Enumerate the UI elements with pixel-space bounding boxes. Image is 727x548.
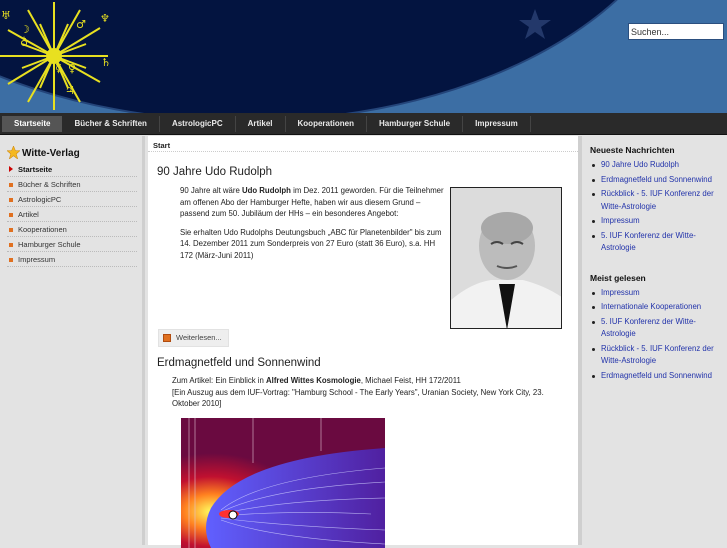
main-nav — [0, 113, 727, 135]
portrait-photo — [450, 187, 562, 329]
sidebar-item-label: Startseite — [18, 165, 53, 174]
most-read-title: Meist gelesen — [590, 272, 646, 283]
active-arrow-icon — [9, 166, 13, 172]
latest-news-link[interactable]: Impressum — [590, 215, 725, 228]
svg-text:♃: ♃ — [65, 84, 75, 97]
sidebar-item-hamburger-schule[interactable] — [7, 237, 137, 252]
svg-text:♆: ♆ — [100, 12, 110, 25]
latest-news-link[interactable]: 5. IUF Konferenz der Witte-Astrologie — [590, 230, 725, 255]
nav-startseite[interactable]: Startseite — [2, 116, 62, 132]
most-read-link[interactable]: Internationale Kooperationen — [590, 301, 725, 314]
magnetosphere-image — [181, 418, 385, 548]
sidebar-item-astrologicpc[interactable] — [7, 192, 137, 207]
site-header — [0, 0, 727, 113]
sidebar-item-artikel[interactable] — [7, 207, 137, 222]
nav-impressum[interactable]: Impressum — [463, 116, 531, 132]
left-sidebar — [0, 136, 145, 545]
article-paragraph: Zum Artikel: Ein Einblick in Alfred Wittes Kosmologie, Michael Feist, HH 172/2011 [Ein Auszug aus dem IUF-Vortrag: "Hamburg School - The Early Years", Uranian Society, New York City, 23. Oktober 2010] — [172, 376, 544, 408]
bullet-icon — [9, 243, 13, 247]
readmore-button[interactable] — [158, 329, 229, 347]
search-input[interactable] — [628, 23, 724, 40]
sidebar-item-impressum[interactable] — [7, 252, 137, 267]
main-content — [148, 136, 582, 545]
sidebar-item-kooperationen[interactable] — [7, 222, 137, 237]
svg-text:♂: ♂ — [76, 18, 86, 31]
article-title-udo-rudolph[interactable]: 90 Jahre Udo Rudolph — [157, 166, 273, 178]
sidebar-item-label: Artikel — [18, 210, 39, 219]
svg-text:♀: ♀ — [68, 62, 77, 75]
right-sidebar — [586, 136, 727, 545]
sidebar-item-label: AstrologicPC — [18, 195, 62, 204]
nav-buecher-schriften[interactable]: Bücher & Schriften — [62, 116, 159, 132]
astrology-logo-icon[interactable] — [0, 0, 130, 112]
article-paragraph: 90 Jahre alt wäre Udo Rudolph im Dez. 2011 geworden. Für die Teilnehmer am offenen Abo der Hamburger Hefte, haben wir aus diesem Grund – passend zum 50. Jubiläum der HHs – ein besonderes Angebot: — [180, 186, 444, 218]
sidebar-item-buecher-schriften[interactable] — [7, 177, 137, 192]
nav-hamburger-schule[interactable]: Hamburger Schule — [367, 116, 463, 132]
svg-text:♁: ♁ — [20, 36, 29, 49]
bullet-icon — [9, 213, 13, 217]
decorative-star-icon — [518, 8, 552, 40]
sidebar-title-text: Witte-Verlag — [22, 148, 80, 159]
sidebar-item-label: Impressum — [18, 255, 56, 264]
svg-text:☽: ☽ — [20, 23, 30, 36]
nav-kooperationen[interactable]: Kooperationen — [286, 116, 367, 132]
most-read-link[interactable]: Rückblick - 5. IUF Konferenz der Witte-Astrologie — [590, 343, 725, 368]
sidebar-item-startseite[interactable] — [7, 162, 137, 177]
svg-text:♅: ♅ — [1, 9, 11, 22]
most-read-list — [590, 287, 727, 383]
most-read-link[interactable]: Erdmagnetfeld und Sonnenwind — [590, 370, 725, 383]
sidebar-item-label: Bücher & Schriften — [18, 180, 81, 189]
sidebar-menu — [7, 162, 137, 267]
most-read-link[interactable]: Impressum — [590, 287, 725, 300]
latest-news-link[interactable]: Rückblick - 5. IUF Konferenz der Witte-Astrologie — [590, 188, 725, 213]
bullet-icon — [9, 198, 13, 202]
readmore-icon — [163, 334, 171, 342]
article-paragraph: Sie erhalten Udo Rudolphs Deutungsbuch „ABC für Planetenbilder" bis zum 14. Dezember 2011 zum Sonderpreis von 27 Euro (statt 36 Euro), s.a. HH 172 (März-Juni 2011) — [180, 227, 442, 260]
bullet-icon — [9, 183, 13, 187]
latest-news-list — [590, 159, 727, 255]
star-icon — [7, 146, 20, 159]
bullet-icon — [9, 258, 13, 262]
latest-news-title: Neueste Nachrichten — [590, 145, 675, 155]
readmore-label: Weiterlesen... — [176, 333, 222, 342]
bullet-icon — [9, 228, 13, 232]
sidebar-item-label: Hamburger Schule — [18, 240, 81, 249]
latest-news-link[interactable]: Erdmagnetfeld und Sonnenwind — [590, 174, 725, 187]
nav-artikel[interactable]: Artikel — [236, 116, 286, 132]
most-read-link[interactable]: 5. IUF Konferenz der Witte-Astrologie — [590, 316, 725, 341]
latest-news-link[interactable]: 90 Jahre Udo Rudolph — [590, 159, 725, 172]
breadcrumb: Start — [148, 136, 578, 152]
article-title-erdmagnetfeld[interactable]: Erdmagnetfeld und Sonnenwind — [157, 357, 321, 369]
nav-astrologicpc[interactable]: AstrologicPC — [160, 116, 236, 132]
sidebar-title — [0, 136, 142, 162]
svg-text:♄: ♄ — [101, 56, 111, 69]
svg-text:☿: ☿ — [55, 62, 62, 75]
sidebar-item-label: Kooperationen — [18, 225, 67, 234]
